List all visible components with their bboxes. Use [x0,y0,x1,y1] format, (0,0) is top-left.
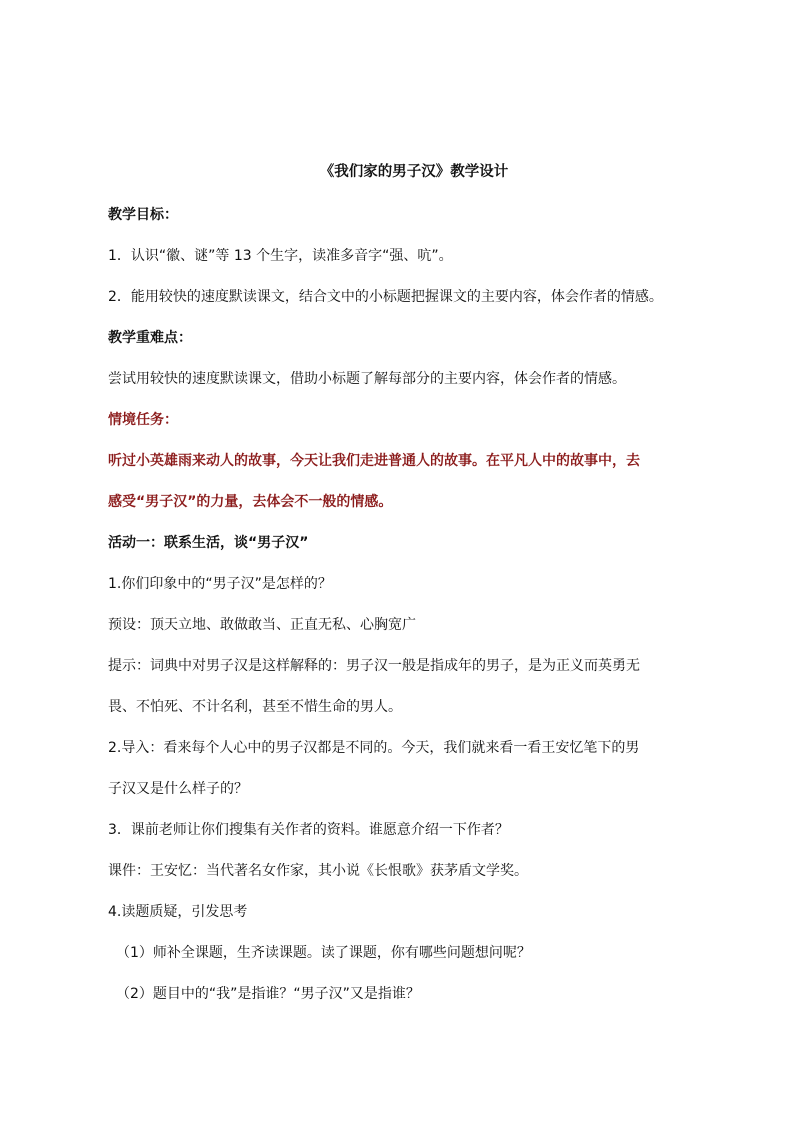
intro-paragraph [108,737,720,800]
sub-question-1: （1）师补全课题，生齐读课题。读了课题，你有哪些问题想问呢？ [116,945,531,961]
task-heading: 情境任务： [108,412,178,428]
preset-answer: 预设：顶天立地、敢做敢当、正直无私、心胸宽广 [108,617,416,633]
activity-1-heading: 活动一：联系生活，谈“男子汉” [108,535,309,551]
hint-paragraph [108,655,720,718]
document-title: 《我们家的男子汉》教学设计 [319,164,509,180]
question-1: 1.你们印象中的“男子汉”是怎样的？ [108,576,332,592]
key-points-heading: 教学重难点： [108,330,192,346]
courseware-note: 课件：王安忆：当代著名女作家，其小说《长恨歌》获茅盾文学奖。 [108,863,528,879]
task-paragraph [108,450,720,513]
hint-line-2: 畏、不怕死、不计名利，甚至不惜生命的男人。 [108,699,402,715]
task-line-1: 听过小英雄雨来动人的故事，今天让我们走进普通人的故事。在平凡人中的故事中，去 [108,453,640,469]
hint-line-1: 提示：词典中对男子汉是这样解释的：男子汉一般是指成年的男子，是为正义而英勇无 [108,658,640,674]
question-4: 4.读题质疑，引发思考 [108,904,248,920]
key-points-text: 尝试用较快的速度默读课文，借助小标题了解每部分的主要内容，体会作者的情感。 [108,371,626,387]
task-line-2: 感受“男子汉”的力量，去体会不一般的情感。 [108,494,393,510]
sub-question-2: （2）题目中的“我”是指谁？“男子汉”又是指谁？ [116,986,420,1002]
objective-1: 1．认识“徽、谜”等 13 个生字，读准多音字“强、吭”。 [108,248,453,264]
intro-line-1: 2.导入：看来每个人心中的男子汉都是不同的。今天，我们就来看一看王安忆笔下的男 [108,740,640,756]
objectives-heading: 教学目标： [108,207,178,223]
intro-line-2: 子汉又是什么样子的？ [108,781,248,797]
objective-2: 2．能用较快的速度默读课文，结合文中的小标题把握课文的主要内容，体会作者的情感。 [108,289,663,305]
question-3: 3．课前老师让你们搜集有关作者的资料。谁愿意介绍一下作者？ [108,822,509,838]
